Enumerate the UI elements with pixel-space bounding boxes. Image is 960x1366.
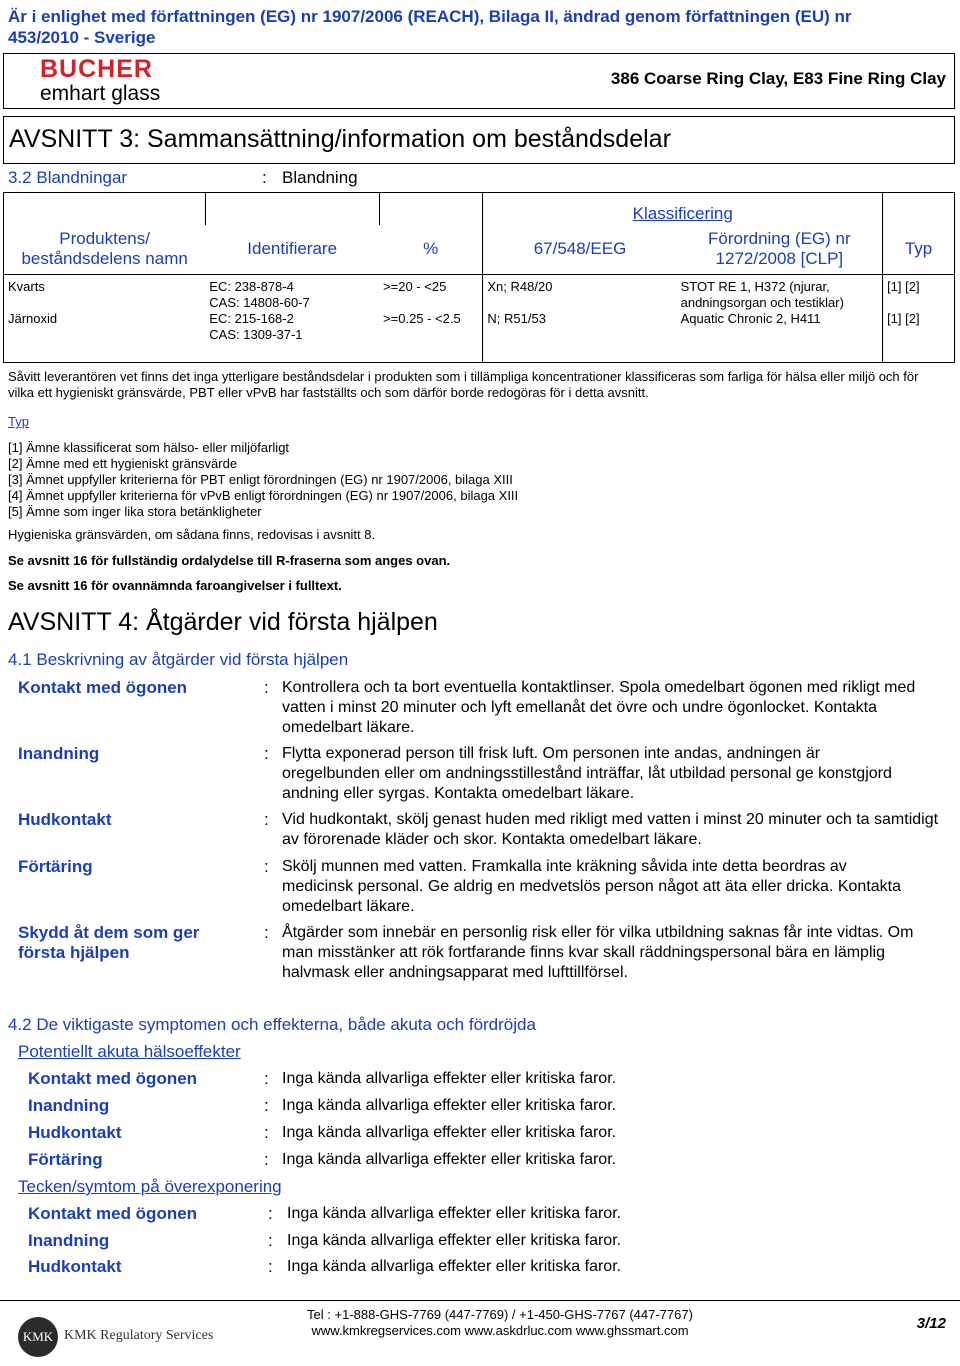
measure-label-skin: Hudkontakt [18, 810, 112, 829]
colon: : [264, 1069, 269, 1088]
header-typ: Typ [883, 225, 955, 275]
ingredient-note: Såvitt leverantören vet finns det inga ytterligare beståndsdelar i produkten som i tillämpliga koncentrationer klassificeras som farliga för hälsa eller miljö och för vilka ett hygieniskt gränsvärde, PBT eller vPvB har fastställts och som därför borde redogöras för i detta avsnitt. [8, 369, 919, 400]
typ-item: [2] Ämne med ett hygieniskt gränsvärde [8, 456, 238, 471]
overexposure-title: Tecken/symtom på överexponering [18, 1177, 282, 1196]
section3-title: AVSNITT 3: Sammansättning/information om beståndsdelar [9, 125, 671, 153]
bucher-logo [40, 56, 160, 106]
colon: : [268, 1257, 273, 1276]
header-eeg: 67/548/EEG [483, 225, 677, 275]
measure-text-inhalation: Flytta exponerad person till frisk luft. Om personen inte andas, andningen är oregelbunden eller om andningsstillestånd inträffar, låt utbildad personal ge konstgjord andning eller syrgas. Kontakta omedelbart läkare. [282, 745, 892, 802]
typ-item: [3] Ämnet uppfyller kriterierna för PBT enligt förordningen (EG) nr 1907/2006, bilaga XIII [8, 472, 513, 487]
page-number: 3/12 [916, 1315, 946, 1332]
measure-text-ingestion: Skölj munnen med vatten. Framkalla inte kräkning såvida inte detta beordras av medicinsk personal. Ge aldrig en medvetslös person något att äta eller dricka. Kontakta omedelbart läkare. [282, 858, 901, 915]
acute-label: Hudkontakt [28, 1123, 122, 1142]
mixture-value: Blandning [282, 168, 358, 187]
product-header-box [3, 53, 955, 109]
measure-label-eyes: Kontakt med ögonen [18, 678, 188, 697]
colon: : [264, 1096, 269, 1115]
acute-text: Inga kända allvarliga effekter eller kritiska faror. [282, 1124, 617, 1141]
mixture-colon: : [262, 168, 267, 187]
klassificering-header: Klassificering [483, 193, 883, 225]
cell-percents [379, 275, 483, 363]
row-typ: [1] [2] [887, 279, 920, 294]
header-clp: Förordning (EG) nr 1272/2008 [CLP] [677, 225, 883, 275]
measure-text-eyes: Kontrollera och ta bort eventuella kontaktlinser. Spola omedelbart ögonen med rikligt med vatten i minst 20 minuter och lyft emellanåt det övre och undre ögonlocket. Kontakta omedelbart läkare. [282, 679, 916, 736]
cell-typ [883, 275, 955, 363]
colon: : [264, 857, 269, 876]
hygiene-note: Hygieniska gränsvärden, om sådana finns, redovisas i avsnitt 8. [8, 527, 376, 542]
kmk-logo [18, 1317, 58, 1357]
logo-text-bottom: emhart glass [40, 82, 161, 105]
row-cas: CAS: 14808-60-7 [209, 295, 310, 310]
measure-text-first-aiders: Åtgärder som innebär en personlig risk eller för vilka utbildning saknas får inte vidtas. Om man misstänker att rök fortfarande finns kvar skall räddningspersonal bära en lämplig halvmask eller andningsapparat med lufttillförsel. [282, 924, 914, 981]
composition-table [3, 192, 955, 363]
colon: : [268, 1231, 273, 1250]
row-eeg: N; R51/53 [487, 311, 546, 326]
kmk-logo-initials: KMK [22, 1329, 54, 1344]
acute-text: Inga kända allvarliga effekter eller kritiska faror. [282, 1070, 617, 1087]
regulation-title: Är i enlighet med författningen (EG) nr 1907/2006 (REACH), Bilaga II, ändrad genom författningen (EU) nr 453/2010 - Sverige [8, 7, 852, 47]
footer-contact [250, 1307, 750, 1339]
acute-text: Inga kända allvarliga effekter eller kritiska faror. [282, 1151, 617, 1168]
cell-names [4, 275, 206, 363]
typ-item: [1] Ämne klassificerat som hälso- eller miljöfarligt [8, 440, 290, 455]
kmk-logo-name: KMK Regulatory Services [64, 1328, 214, 1343]
over-label: Hudkontakt [28, 1257, 122, 1276]
colon: : [268, 1204, 273, 1223]
r-phrases-note: Se avsnitt 16 för fullständig ordalydelse till R-fraserna som anges ovan. [8, 553, 451, 568]
acute-title: Potentiellt akuta hälsoeffekter [18, 1042, 241, 1061]
mixture-label: 3.2 Blandningar [8, 168, 128, 187]
acute-label: Kontakt med ögonen [28, 1069, 198, 1088]
acute-label: Förtäring [28, 1150, 103, 1169]
section3-title-box [3, 116, 955, 164]
colon: : [264, 923, 269, 942]
typ-label: Typ [8, 414, 29, 429]
section4-2-title: 4.2 De viktigaste symptomen och effekterna, både akuta och fördröjda [8, 1015, 536, 1034]
over-text: Inga kända allvarliga effekter eller kritiska faror. [287, 1205, 622, 1222]
typ-list [8, 440, 518, 520]
cell-identifiers [205, 275, 379, 363]
row-percent: >=20 - <25 [383, 279, 447, 294]
typ-item: [4] Ämnet uppfyller kriterierna för vPvB enligt förordningen (EG) nr 1907/2006, bilaga XIII [8, 488, 519, 503]
logo-text-top: BUCHER [40, 55, 153, 83]
product-name: 386 Coarse Ring Clay, E83 Fine Ring Clay [610, 69, 946, 88]
footer-web[interactable]: www.kmkregservices.com www.askdrluc.com www.ghssmart.com [311, 1323, 689, 1338]
footer-tel: Tel : +1-888-GHS-7769 (447-7769) / +1-450-GHS-7767 (447-7767) [307, 1307, 693, 1322]
colon: : [264, 1150, 269, 1169]
over-label: Kontakt med ögonen [28, 1204, 198, 1223]
header-name: Produktens/ beståndsdelens namn [4, 225, 206, 275]
measure-label-first-aiders: Skydd åt dem som ger första hjälpen [18, 923, 200, 962]
row-eeg: Xn; R48/20 [487, 279, 553, 294]
row-name: Järnoxid [8, 311, 58, 326]
typ-item: [5] Ämne som inger lika stora betänkligheter [8, 504, 262, 519]
row-clp: Aquatic Chronic 2, H411 [680, 311, 821, 326]
row-ec: EC: 215-168-2 [209, 311, 294, 326]
colon: : [264, 744, 269, 763]
acute-label: Inandning [28, 1096, 110, 1115]
header-percent: % [379, 225, 483, 275]
footer-divider [0, 1300, 960, 1301]
cell-clp [677, 275, 883, 363]
cell-eeg [483, 275, 677, 363]
row-typ: [1] [2] [887, 311, 920, 326]
row-clp: STOT RE 1, H372 (njurar, andningsorgan och testiklar) [680, 279, 844, 310]
over-text: Inga kända allvarliga effekter eller kritiska faror. [287, 1258, 622, 1275]
section4-1-title: 4.1 Beskrivning av åtgärder vid första hjälpen [8, 650, 349, 669]
header-identifier: Identifierare [205, 225, 379, 275]
over-label: Inandning [28, 1231, 110, 1250]
row-percent: >=0.25 - <2.5 [383, 311, 461, 326]
row-cas: CAS: 1309-37-1 [209, 327, 303, 342]
measure-text-skin: Vid hudkontakt, skölj genast huden med rikligt med vatten i minst 20 minuter och ta samtidigt av förorenade kläder och skor. Kontakta omedelbart läkare. [282, 811, 939, 848]
colon: : [264, 678, 269, 697]
over-text: Inga kända allvarliga effekter eller kritiska faror. [287, 1232, 622, 1249]
row-name: Kvarts [8, 279, 45, 294]
measure-label-ingestion: Förtäring [18, 857, 93, 876]
section4-title: AVSNITT 4: Åtgärder vid första hjälpen [8, 608, 438, 636]
colon: : [264, 1123, 269, 1142]
colon: : [264, 810, 269, 829]
measure-label-inhalation: Inandning [18, 744, 100, 763]
hazard-note: Se avsnitt 16 för ovannämnda faroangivelser i fulltext. [8, 578, 342, 593]
acute-text: Inga kända allvarliga effekter eller kritiska faror. [282, 1097, 617, 1114]
row-ec: EC: 238-878-4 [209, 279, 294, 294]
